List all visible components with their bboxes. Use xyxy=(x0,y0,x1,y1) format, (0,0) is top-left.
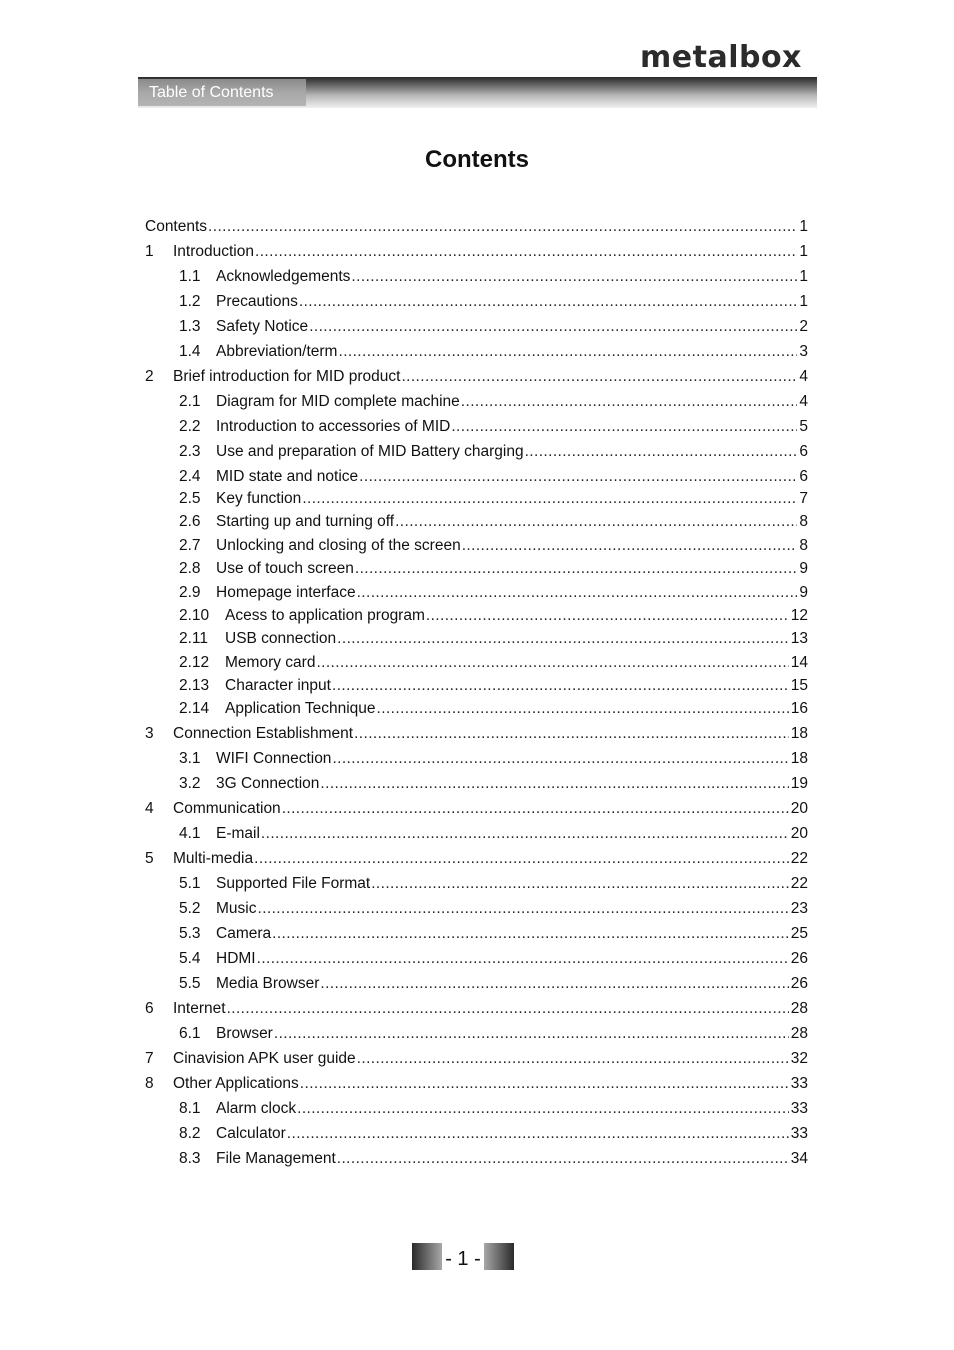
toc-entry-page: 32 xyxy=(790,1050,808,1067)
toc-entry-page: 20 xyxy=(790,825,808,842)
toc-entry-title: WIFI Connection xyxy=(216,750,332,767)
toc-entry-number: 5 xyxy=(145,850,154,867)
toc-entry-page: 26 xyxy=(790,950,808,967)
toc-dot-leader xyxy=(320,973,788,995)
toc-entry-page: 1 xyxy=(799,218,808,235)
toc-dot-leader xyxy=(401,366,797,388)
page-title: Contents xyxy=(425,146,529,173)
toc-entry-title: Internet xyxy=(173,1000,226,1017)
toc-entry-title: Abbreviation/term xyxy=(216,343,338,360)
toc-entry-title: Diagram for MID complete machine xyxy=(216,393,460,410)
toc-entry[interactable] xyxy=(179,628,808,650)
toc-entry-number: 2.9 xyxy=(179,584,201,601)
toc-dot-leader xyxy=(300,1073,789,1095)
toc-dot-leader xyxy=(338,341,797,363)
toc-dot-leader xyxy=(261,823,789,845)
toc-entry[interactable] xyxy=(179,1023,808,1045)
toc-entry-title: Precautions xyxy=(216,293,298,310)
toc-entry-page: 25 xyxy=(790,925,808,942)
toc-entry-page: 12 xyxy=(790,607,808,624)
toc-entry-number: 4 xyxy=(145,800,154,817)
toc-entry-number: 8.2 xyxy=(179,1125,201,1142)
toc-dot-leader xyxy=(451,416,797,438)
toc-entry[interactable] xyxy=(179,923,808,945)
toc-entry-page: 20 xyxy=(790,800,808,817)
toc-entry[interactable] xyxy=(179,266,808,288)
toc-entry[interactable] xyxy=(145,848,808,870)
toc-entry-title: Unlocking and closing of the screen xyxy=(216,537,461,554)
toc-entry-title: Music xyxy=(216,900,257,917)
toc-entry-page: 4 xyxy=(799,393,808,410)
toc-dot-leader xyxy=(462,535,798,557)
toc-entry[interactable] xyxy=(179,948,808,970)
toc-dot-leader xyxy=(525,441,798,463)
toc-entry-number: 1.2 xyxy=(179,293,201,310)
toc-dot-leader xyxy=(357,1048,789,1070)
toc-entry-number: 5.3 xyxy=(179,925,201,942)
toc-entry-title: Browser xyxy=(216,1025,273,1042)
toc-entry-number: 2.8 xyxy=(179,560,201,577)
toc-entry-number: 1.4 xyxy=(179,343,201,360)
toc-entry-number: 2.10 xyxy=(179,607,210,624)
toc-entry-page: 5 xyxy=(799,418,808,435)
toc-entry-number: 5.5 xyxy=(179,975,201,992)
toc-entry[interactable] xyxy=(179,291,808,313)
toc-entry-title: Brief introduction for MID product xyxy=(173,368,401,385)
toc-entry-title: Other Applications xyxy=(173,1075,299,1092)
toc-dot-leader xyxy=(357,582,798,604)
toc-entry-page: 23 xyxy=(790,900,808,917)
toc-entry[interactable] xyxy=(179,466,808,488)
toc-entry-page: 16 xyxy=(790,700,808,717)
toc-entry-number: 3.1 xyxy=(179,750,201,767)
toc-entry-title: Multi-media xyxy=(173,850,254,867)
toc-dot-leader xyxy=(302,488,797,510)
toc-entry-number: 8.1 xyxy=(179,1100,201,1117)
toc-dot-leader xyxy=(272,923,789,945)
toc-entry-number: 5.1 xyxy=(179,875,201,892)
toc-entry-number: 1.1 xyxy=(179,268,201,285)
toc-entry-page: 8 xyxy=(799,537,808,554)
toc-entry-page: 6 xyxy=(799,468,808,485)
footer-left-block xyxy=(412,1243,442,1270)
toc-entry[interactable] xyxy=(179,558,808,580)
toc-dot-leader xyxy=(426,605,789,627)
toc-entry-page: 26 xyxy=(790,975,808,992)
toc-entry-title: Introduction xyxy=(173,243,254,260)
toc-entry-page: 6 xyxy=(799,443,808,460)
toc-entry-title: Camera xyxy=(216,925,272,942)
toc-entry-number: 2.6 xyxy=(179,513,201,530)
toc-dot-leader xyxy=(354,723,789,745)
toc-entry-page: 34 xyxy=(790,1150,808,1167)
toc-entry-number: 2.4 xyxy=(179,468,201,485)
page-number: - 1 - xyxy=(445,1248,481,1270)
toc-entry[interactable] xyxy=(145,241,808,263)
toc-entry-number: 5.4 xyxy=(179,950,201,967)
toc-entry-number: 2.14 xyxy=(179,700,210,717)
toc-entry-number: 5.2 xyxy=(179,900,201,917)
toc-entry-title: Cinavision APK user guide xyxy=(173,1050,356,1067)
toc-entry[interactable] xyxy=(179,1123,808,1145)
toc-entry-title: Homepage interface xyxy=(216,584,356,601)
toc-entry-number: 7 xyxy=(145,1050,154,1067)
toc-entry-number: 1.3 xyxy=(179,318,201,335)
toc-entry-title: Introduction to accessories of MID xyxy=(216,418,451,435)
toc-dot-leader xyxy=(371,873,789,895)
toc-entry-page: 14 xyxy=(790,654,808,671)
toc-entry-title: HDMI xyxy=(216,950,256,967)
toc-entry-title: Safety Notice xyxy=(216,318,309,335)
toc-entry-title: E-mail xyxy=(216,825,260,842)
section-header-label: Table of Contents xyxy=(138,79,306,106)
toc-entry-page: 13 xyxy=(790,630,808,647)
toc-entry[interactable] xyxy=(179,605,808,627)
toc-entry-number: 2.12 xyxy=(179,654,210,671)
toc-dot-leader xyxy=(355,558,798,580)
toc-entry-number: 8 xyxy=(145,1075,154,1092)
toc-entry-number: 2.11 xyxy=(179,630,209,647)
toc-dot-leader xyxy=(316,652,788,674)
toc-dot-leader xyxy=(257,948,789,970)
toc-entry-page: 22 xyxy=(790,875,808,892)
toc-entry-page: 1 xyxy=(799,243,808,260)
toc-dot-leader xyxy=(337,628,789,650)
toc-entry-page: 15 xyxy=(790,677,808,694)
toc-dot-leader xyxy=(208,216,797,238)
toc-entry-title: Use of touch screen xyxy=(216,560,354,577)
toc-dot-leader xyxy=(332,748,788,770)
toc-dot-leader xyxy=(395,511,797,533)
footer-right-block xyxy=(484,1243,514,1270)
toc-entry[interactable] xyxy=(179,582,808,604)
toc-entry-page: 9 xyxy=(799,584,808,601)
toc-entry[interactable] xyxy=(145,998,808,1020)
toc-entry-page: 9 xyxy=(799,560,808,577)
toc-entry-page: 18 xyxy=(790,725,808,742)
toc-dot-leader xyxy=(309,316,797,338)
toc-entry-title: Character input xyxy=(225,677,331,694)
toc-entry-title: Key function xyxy=(216,490,302,507)
toc-entry-title: Application Technique xyxy=(225,700,376,717)
toc-entry-page: 33 xyxy=(790,1075,808,1092)
toc-entry[interactable] xyxy=(179,441,808,463)
toc-entry-title: Acknowledgements xyxy=(216,268,351,285)
toc-entry-page: 8 xyxy=(799,513,808,530)
toc-entry[interactable] xyxy=(179,341,808,363)
toc-entry[interactable] xyxy=(145,1048,808,1070)
toc-entry[interactable] xyxy=(179,823,808,845)
toc-entry-number: 2.5 xyxy=(179,490,201,507)
toc-dot-leader xyxy=(274,1023,789,1045)
toc-entry-number: 3.2 xyxy=(179,775,201,792)
toc-entry-title: Communication xyxy=(173,800,281,817)
toc-entry-page: 4 xyxy=(799,368,808,385)
toc-entry-number: 4.1 xyxy=(179,825,201,842)
toc-entry-page: 19 xyxy=(790,775,808,792)
toc-entry[interactable] xyxy=(179,1098,808,1120)
toc-entry-page: 7 xyxy=(799,490,808,507)
toc-entry-title: MID state and notice xyxy=(216,468,359,485)
toc-entry[interactable] xyxy=(179,773,808,795)
toc-entry-title: Contents xyxy=(145,218,208,235)
toc-dot-leader xyxy=(461,391,798,413)
toc-entry-number: 8.3 xyxy=(179,1150,201,1167)
toc-entry[interactable] xyxy=(145,723,808,745)
toc-entry[interactable] xyxy=(179,511,808,533)
toc-entry-page: 2 xyxy=(799,318,808,335)
toc-entry[interactable] xyxy=(179,488,808,510)
toc-entry[interactable] xyxy=(179,652,808,674)
toc-entry-page: 1 xyxy=(799,268,808,285)
toc-dot-leader xyxy=(320,773,788,795)
toc-entry[interactable] xyxy=(179,535,808,557)
toc-dot-leader xyxy=(255,241,797,263)
toc-entry-title: File Management xyxy=(216,1150,336,1167)
toc-entry-title: 3G Connection xyxy=(216,775,320,792)
toc-entry-number: 2.3 xyxy=(179,443,201,460)
toc-entry[interactable] xyxy=(179,316,808,338)
toc-entry[interactable] xyxy=(179,748,808,770)
toc-dot-leader xyxy=(287,1123,789,1145)
toc-entry[interactable] xyxy=(145,366,808,388)
toc-entry-number: 2.2 xyxy=(179,418,201,435)
toc-entry[interactable] xyxy=(179,873,808,895)
toc-entry-page: 33 xyxy=(790,1125,808,1142)
toc-entry-number: 2.13 xyxy=(179,677,210,694)
toc-entry-title: Connection Establishment xyxy=(173,725,354,742)
toc-entry[interactable] xyxy=(179,898,808,920)
toc-dot-leader xyxy=(359,466,797,488)
toc-entry[interactable] xyxy=(179,973,808,995)
toc-entry-title: Memory card xyxy=(225,654,316,671)
toc-entry-page: 18 xyxy=(790,750,808,767)
toc-entry-number: 3 xyxy=(145,725,154,742)
toc-entry[interactable] xyxy=(179,675,808,697)
logo-text: metalbox xyxy=(640,40,802,74)
toc-entry-page: 33 xyxy=(790,1100,808,1117)
toc-entry-page: 22 xyxy=(790,850,808,867)
toc-entry-title: Use and preparation of MID Battery charging xyxy=(216,443,524,460)
toc-dot-leader xyxy=(351,266,797,288)
toc-entry-title: Starting up and turning off xyxy=(216,513,395,530)
toc-dot-leader xyxy=(282,798,789,820)
toc-entry-page: 1 xyxy=(799,293,808,310)
toc-dot-leader xyxy=(332,675,789,697)
toc-entry-title: Calculator xyxy=(216,1125,286,1142)
toc-entry-number: 2 xyxy=(145,368,154,385)
toc-entry[interactable] xyxy=(179,416,808,438)
toc-dot-leader xyxy=(227,998,789,1020)
toc-entry-page: 28 xyxy=(790,1000,808,1017)
toc-dot-leader xyxy=(337,1148,789,1170)
toc-dot-leader xyxy=(377,698,789,720)
toc-entry-title: Media Browser xyxy=(216,975,320,992)
toc-entry[interactable] xyxy=(179,698,808,720)
toc-entry-page: 3 xyxy=(799,343,808,360)
page-number-footer xyxy=(412,1243,514,1270)
toc-entry-page: 28 xyxy=(790,1025,808,1042)
toc-entry[interactable] xyxy=(179,391,808,413)
toc-dot-leader xyxy=(254,848,789,870)
toc-dot-leader xyxy=(257,898,788,920)
toc-entry-number: 6.1 xyxy=(179,1025,201,1042)
toc-entry[interactable] xyxy=(145,798,808,820)
toc-entry-number: 1 xyxy=(145,243,154,260)
toc-entry[interactable] xyxy=(179,1148,808,1170)
toc-entry-title: Supported File Format xyxy=(216,875,371,892)
toc-dot-leader xyxy=(297,1098,789,1120)
toc-entry[interactable] xyxy=(145,1073,808,1095)
toc-entry-number: 6 xyxy=(145,1000,154,1017)
toc-entry[interactable] xyxy=(145,216,808,238)
toc-entry-title: Acess to application program xyxy=(225,607,425,624)
toc-entry-title: Alarm clock xyxy=(216,1100,297,1117)
toc-dot-leader xyxy=(299,291,798,313)
toc-entry-title: USB connection xyxy=(225,630,337,647)
toc-entry-number: 2.7 xyxy=(179,537,201,554)
toc-entry-number: 2.1 xyxy=(179,393,201,410)
